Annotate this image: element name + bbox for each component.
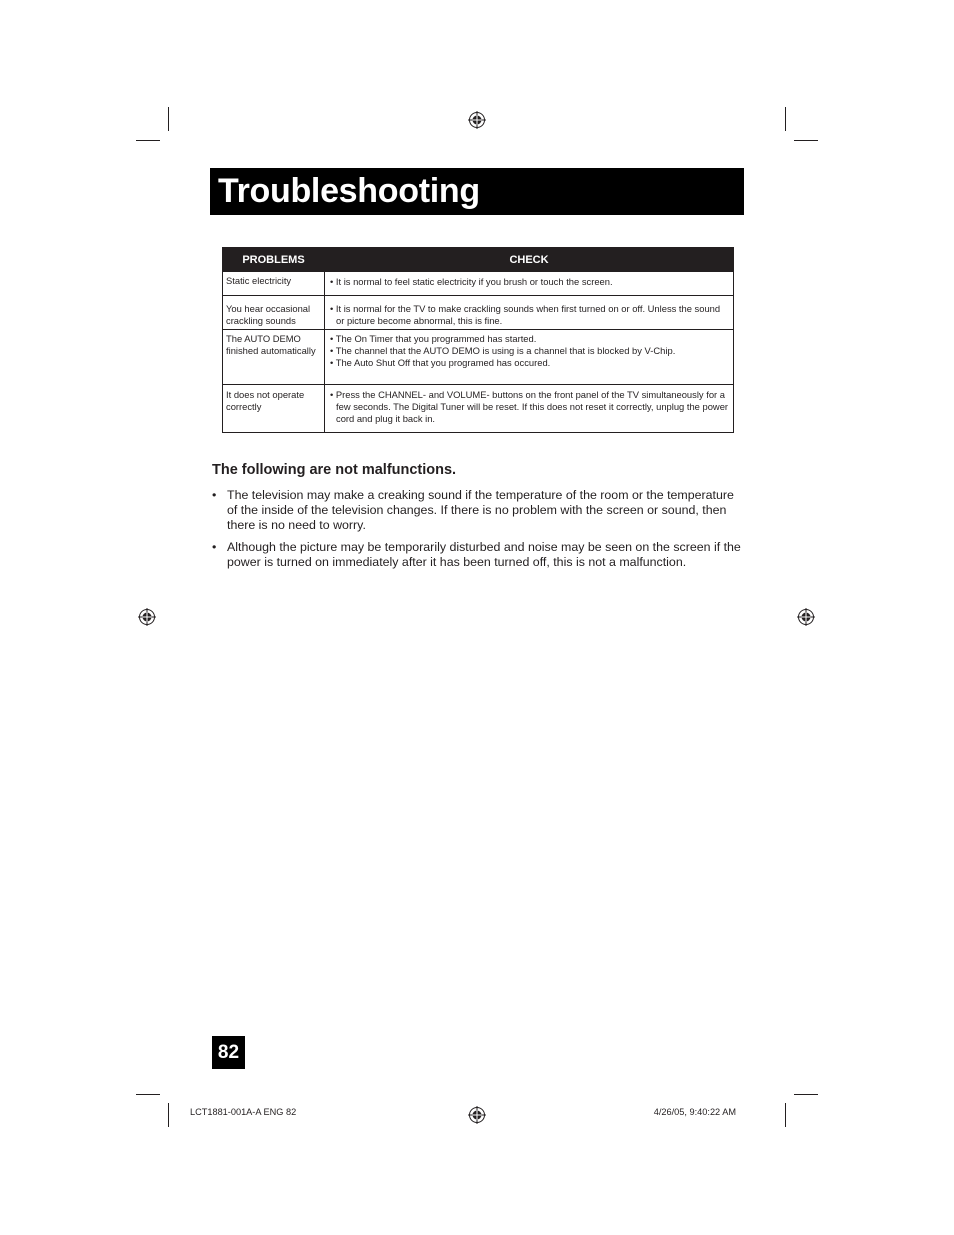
not-malfunctions-section	[212, 462, 744, 577]
problem-cell: Static electricity	[223, 272, 325, 296]
table-header-row	[223, 248, 734, 272]
list-item	[212, 488, 744, 533]
check-item: • The On Timer that you programmed has started.	[330, 333, 537, 344]
crop-mark-bottom-right-horizontal	[794, 1094, 818, 1095]
problem-cell: You hear occasional crackling sounds	[223, 296, 325, 330]
check-cell	[325, 330, 734, 385]
header-problems: PROBLEMS	[223, 248, 325, 272]
crop-mark-top-right-vertical	[785, 107, 786, 131]
check-item: • It is normal for the TV to make crackling sounds when first turned on or off. Unless the sound or picture become abnormal, this is fine.	[330, 303, 721, 326]
crop-mark-bottom-left-vertical	[168, 1103, 169, 1127]
crop-mark-top-left-vertical	[168, 107, 169, 131]
table-row	[223, 385, 734, 433]
list-item	[212, 540, 744, 570]
registration-mark-icon	[797, 608, 815, 626]
bullet-icon: •	[212, 540, 217, 554]
footer-timestamp: 4/26/05, 9:40:22 AM	[653, 1107, 736, 1117]
check-cell	[325, 385, 734, 433]
footer-file-info: LCT1881-001A-A ENG 82	[190, 1107, 297, 1117]
registration-mark-icon	[468, 111, 486, 129]
page-title: Troubleshooting	[218, 172, 480, 210]
section-heading: The following are not malfunctions.	[212, 462, 457, 478]
table-row	[223, 296, 734, 330]
header-check: CHECK	[325, 248, 734, 272]
crop-mark-bottom-left-horizontal	[136, 1094, 160, 1095]
page-number: 82	[212, 1036, 245, 1069]
table-row	[223, 272, 734, 296]
crop-mark-top-right-horizontal	[794, 140, 818, 141]
check-item: • It is normal to feel static electricity if you brush or touch the screen.	[330, 276, 613, 287]
problem-cell: It does not operate correctly	[223, 385, 325, 433]
table-row	[223, 330, 734, 385]
registration-mark-icon	[468, 1106, 486, 1124]
malfunction-list	[212, 488, 744, 570]
check-cell	[325, 296, 734, 330]
check-item: • The Auto Shut Off that you programed has occured.	[330, 357, 551, 368]
check-item: • The channel that the AUTO DEMO is using is a channel that is blocked by V-Chip.	[330, 345, 676, 356]
crop-mark-bottom-right-vertical	[785, 1103, 786, 1127]
list-item-text: The television may make a creaking sound if the temperature of the room or the temperature of the inside of the television changes. If there is no problem with the screen or sound, then there is no need to worry.	[227, 488, 734, 532]
title-bar	[210, 168, 744, 215]
check-cell	[325, 272, 734, 296]
bullet-icon: •	[212, 488, 217, 502]
check-item: • Press the CHANNEL- and VOLUME- buttons on the front panel of the TV simultaneously for a few seconds. The Digital Tuner will be reset. If this does not reset it correctly, unplug the power cord and plug it back in.	[330, 389, 729, 424]
problem-cell: The AUTO DEMO finished automatically	[223, 330, 325, 385]
crop-mark-top-left-horizontal	[136, 140, 160, 141]
list-item-text: Although the picture may be temporarily disturbed and noise may be seen on the screen if the power is turned on immediately after it has been turned off, this is not a malfunction.	[227, 540, 741, 569]
troubleshooting-table	[222, 247, 734, 433]
registration-mark-icon	[138, 608, 156, 626]
